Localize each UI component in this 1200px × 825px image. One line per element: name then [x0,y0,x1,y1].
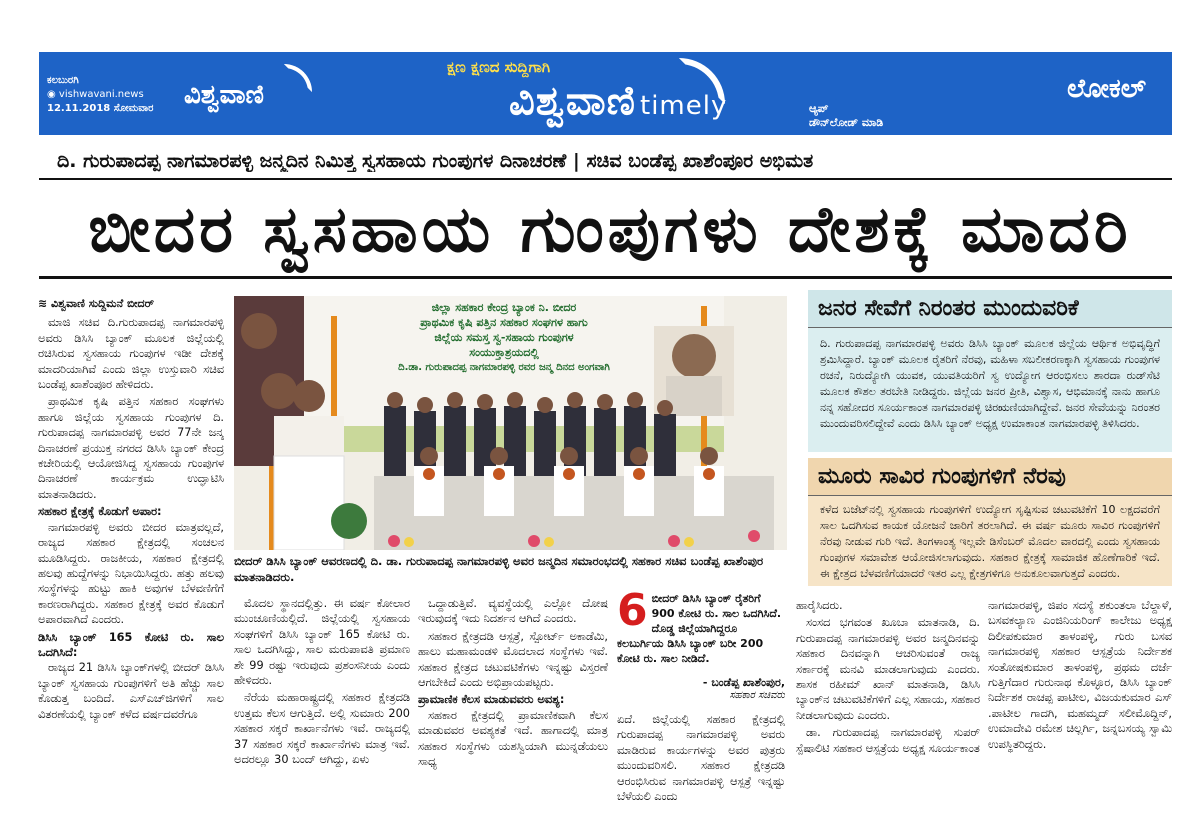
subheading: ಪ್ರಾಮಾಣಿಕ ಕೆಲಸ ಮಾಡುವವರು ಅವಶ್ಯ: [418,693,565,707]
headline: ಬೀದರ ಸ್ವಸಹಾಯ ಗುಂಪುಗಳು ದೇಶಕ್ಕೆ ಮಾದರಿ [88,192,1132,267]
paragraph: ನೆರೆಯ ಮಹಾರಾಷ್ಟ್ರದಲ್ಲಿ ಸಹಕಾರ ಕ್ಷೇತ್ರದಡಿ ಉತ್ತಮ ಕೆಲಸ ಆಗುತ್ತಿದೆ. ಅಲ್ಲಿ ಸುಮಾರು 200 ಸಹಕಾರ ಸಕ್ಕರೆ ಕಾರ್ಖಾನೆಗಳು ಇವೆ. ರಾಜ್ಯದಲ್ಲಿ 37 ಸಹಕಾರ ಸಕ್ಕರೆ ಕಾರ್ಖಾನೆಗಳು ಮಾತ್ರ ಇವೆ. ಅದರಲ್ಲೂ 30 ಬಂದ್ ಆಗಿದ್ದು, ಏಳು [234,691,410,767]
quote-text: ಬೀದರ್ ಡಿಸಿಸಿ ಬ್ಯಾಂಕ್ ರೈತರಿಗೆ 900 ಕೋಟಿ ರು. ಸಾಲ ಒದಗಿಸಿದೆ. ದೊಡ್ಡ ಜಿಲ್ಲೆಯಾಗಿದ್ದರೂ ಕಲಬುರ್ಗಿಯ ಡಿಸಿಸಿ ಬ್ಯಾಂಕ್ ಬರೀ 200 ಕೋಟಿ ರು. ಸಾಲ ನೀಡಿದೆ. [617,592,782,665]
sidebar-box-groups [808,458,1172,586]
globe-icon: ◉ [47,89,59,100]
masthead-edition-info [47,74,153,116]
paragraph: ರಾಜ್ಯದ 21 ಡಿಸಿಸಿ ಬ್ಯಾಂಕ್‌ಗಳಲ್ಲಿ ಬೀದರ್ ಡಿಸಿಸಿ ಬ್ಯಾಂಕ್ ಸ್ವಸಹಾಯ ಗುಂಪುಗಳಿಗೆ ಅತಿ ಹೆಚ್ಚು ಸಾಲ ಕೊಡುತ್ತ ಬಂದಿದೆ. ಎಸ್‌ಎಚ್‌ಜಿಗಳಿಗೆ ಸಾಲ ವಿತರಣೆಯಲ್ಲಿ ಬ್ಯಾಂಕ್ ಕಳೆದ ವರ್ಷದವರೆಗೂ [38,661,224,721]
masthead [39,52,1172,135]
article-column-6 [988,598,1172,818]
article-column-1 [38,296,224,816]
paragraph: ಪ್ರಾಥಮಿಕ ಕೃಷಿ ಪತ್ತಿನ ಸಹಕಾರ ಸಂಘಗಳು ಹಾಗೂ ಜಿಲ್ಲೆಯ ಸ್ವಸಹಾಯ ಗುಂಪುಗಳ ದಿ. ಗುರುಪಾದಪ್ಪ ನಾಗಮಾರಪಳ್ಳಿ ಅವರ 77ನೇ ಜನ್ಮ ದಿನಾಚರಣೆ ಪ್ರಯುಕ್ತ ನಗರದ ಡಿಸಿಸಿ ಬ್ಯಾಂಕ್ ಕೇಂದ್ರ ಕಚೇರಿಯಲ್ಲಿ ಆಯೋಜಿಸಿದ್ದ ಸ್ವಸಹಾಯ ಗುಂಪುಗಳ ದಿನಾಚರಣೆ ಕಾರ್ಯಕ್ರಮ ಉದ್ಘಾಟಿಸಿ ಮಾತನಾಡಿದರು. [38,395,224,501]
paragraph: ಸಹಕಾರ ಕ್ಷೇತ್ರದಡಿ ಆಸ್ಪತ್ರೆ, ಸ್ಪೋರ್ಟ್ ಅಕಾಡೆಮಿ, ಹಾಲು ಮಹಾಮಂಡಳಿ ಮೊದಲಾದ ಸಂಸ್ಥೆಗಳು ಇವೆ. ಸಹಕಾರ ಕ್ಷೇತ್ರದ ಚಟುವಟಿಕೆಗಳು ಇನ್ನಷ್ಟು ವಿಸ್ತರಣೆ ಆಗಬೇಕಿದೆ ಎಂದು ಅಭಿಪ್ರಾಯಪಟ್ಟರು. [418,629,608,690]
subheading: ಡಿಸಿಸಿ ಬ್ಯಾಂಕ್ 165 ಕೋಟಿ ರು. ಸಾಲ ಒದಗಿಸಿದೆ: [38,630,224,659]
paragraph: ಹಾರೈಸಿದರು. [796,599,843,612]
sidebar-box-service [808,290,1172,452]
byline-text: ವಿಶ್ವವಾಣಿ ಸುದ್ದಿಮನೆ ಬೀದರ್ [51,297,155,310]
photo-caption: ಬೀದರ್ ಡಿಸಿಸಿ ಬ್ಯಾಂಕ್ ಆವರಣದಲ್ಲಿ ದಿ. ಡಾ. ಗುರುಪಾದಪ್ಪ ನಾಗಮಾರಪಳ್ಳಿ ಅವರ ಜನ್ಮದಿನ ಸಮಾರಂಭದಲ್ಲಿ ಸಹಕಾರ ಸಚಿವ ಬಂಡೆಪ್ಪ ಖಾಶೆಂಪುರ ಮಾತನಾಡಿದರು. [234,554,764,584]
photo-banner-line: ಜಿಲ್ಲೆಯ ಸಮಸ್ತ ಸ್ವ-ಸಹಾಯ ಗುಂಪುಗಳ [434,331,574,344]
article-column-5 [796,598,980,818]
article-column-3 [418,596,608,816]
event-photo [234,296,787,550]
quote-role: ಸಹಕಾರ ಸಚಿವರು [729,690,785,701]
brand-logo-small: ವಿಶ್ವವಾಣಿ [184,80,264,110]
section-label: ಲೋಕಲ್ [1067,74,1146,104]
subheading: ಸಹಕಾರ ಕ್ಷೇತ್ರಕ್ಕೆ ಕೊಡುಗೆ ಅಪಾರ: [38,505,162,519]
quote-number: 6 [617,591,648,636]
article-column-2 [234,596,410,816]
photo-banner-line: ಸಂಯುಕ್ತಾಶ್ರಯದಲ್ಲಿ [469,346,539,359]
site-url-text: vishwavani.news [58,89,144,100]
article-column-4 [617,712,785,817]
app-promo-line-1: ಆ್ಯಪ್ [809,102,829,115]
paragraph: ಸಂಸದ ಭಗವಂತ ಖೂಬಾ ಮಾತನಾಡಿ, ದಿ. ಗುರುಪಾದಪ್ಪ ನಾಗಮಾರಪಳ್ಳಿ ಅವರ ಜನ್ಮದಿನವನ್ನು ಸಹಕಾರ ದಿನವನ್ನಾಗಿ ಆಚರಿಸುವಂತೆ ರಾಜ್ಯ ಸರ್ಕಾರಕ್ಕೆ ಮನವಿ ಮಾಡಲಾಗುವುದು ಎಂದರು. ಶಾಸಕ ರಹೀಮ್ ಖಾನ್ ಮಾತನಾಡಿ, ಡಿಸಿಸಿ ಬ್ಯಾಂಕ್‌ನ ಚಟುವಟಿಕೆಗಳಿಗೆ ಎಲ್ಲ ಸಹಾಯ, ಸಹಕಾರ ನೀಡಲಾಗುವುದು ಎಂದರು. [796,616,980,722]
paragraph: ಸಹಕಾರ ಕ್ಷೇತ್ರದಲ್ಲಿ ಪ್ರಾಮಾಣಿಕವಾಗಿ ಕೆಲಸ ಮಾಡುವವರ ಅವಶ್ಯಕತೆ ಇದೆ. ಹಾಗಾದಲ್ಲಿ ಮಾತ್ರ ಸಹಕಾರ ಸಂಸ್ಥೆಗಳು ಯಶಸ್ವಿಯಾಗಿ ಮುನ್ನಡೆಯಲು ಸಾಧ್ಯ [418,708,608,769]
paragraph: ನಾಗಮಾರಪಳ್ಳಿ ಅವರು ಬೀದರ ಮಾತ್ರವಲ್ಲದೆ, ರಾಜ್ಯದ ಸಹಕಾರ ಕ್ಷೇತ್ರದಲ್ಲಿ ಸಂಚಲನ ಮೂಡಿಸಿದ್ದರು. ರಾಜಕೀಯ, ಸಹಕಾರ ಕ್ಷೇತ್ರದಲ್ಲಿ ಹಲವು ಹುದ್ದೆಗಳನ್ನು ನಿಭಾಯಿಸಿದ್ದರು. ಹತ್ತು ಹಲವು ಸಂಸ್ಥೆಗಳನ್ನು ಹುಟ್ಟು ಹಾಕಿ ಅವುಗಳ ಬೆಳವಣಿಗೆಗೆ ಕಾರಣರಾಗಿದ್ದರು. ಸಹಕಾರ ಕ್ಷೇತ್ರಕ್ಕೆ ಅವರ ಕೊಡುಗೆ ಅಪಾರವಾಗಿದೆ ಎಂದರು. [38,520,224,627]
paragraph: ಡಾ. ಗುರುಪಾದಪ್ಪ ನಾಗಮಾರಪಳ್ಳಿ ಸುಪರ್ ಸ್ಪೆಷಾಲಿಟಿ ಸಹಕಾರ ಆಸ್ಪತ್ರೆಯ ಅಧ್ಯಕ್ಷ ಸೂರ್ಯಕಾಂತ [796,726,980,755]
divider [39,178,1172,180]
brand-logo-text: ವಿಶ್ವವಾಣಿ [509,78,636,124]
paragraph: ಮೊದಲ ಸ್ಥಾನದಲ್ಲಿತ್ತು. ಈ ವರ್ಷ ಕೋಲಾರ ಮುಂಚೂಣಿಯಲ್ಲಿದೆ. ಜಿಲ್ಲೆಯಲ್ಲಿ ಸ್ವಸಹಾಯ ಸಂಘಗಳಿಗೆ ಡಿಸಿಸಿ ಬ್ಯಾಂಕ್ 165 ಕೋಟಿ ರು. ಸಾಲ ಒದಗಿಸಿದ್ದು, ಸಾಲ ಮರುಪಾವತಿ ಪ್ರಮಾಣ ಶೇ 99 ರಷ್ಟು ಇರುವುದು ಪ್ರಶಂಸನೀಯ ಎಂದು ಹೇಳಿದರು. [234,597,410,688]
pull-quote [617,591,785,703]
box-body: ಕಳೆದ ಬಜೆಟ್‌ನಲ್ಲಿ ಸ್ವಸಹಾಯ ಗುಂಪುಗಳಿಗೆ ಉದ್ಯೋಗ ಸೃಷ್ಟಿಸುವ ಚಟುವಟಿಕೆಗೆ 10 ಲಕ್ಷದವರೆಗೆ ಸಾಲ ಒದಗಿಸುವ ಕಾಯಕ ಯೋಜನೆ ಜಾರಿಗೆ ತರಲಾಗಿದೆ. ಈ ವರ್ಷ ಮೂರು ಸಾವಿರ ಗುಂಪುಗಳಿಗೆ ನೆರವು ನೀಡುವ ಗುರಿ ಇದೆ. ತಿಂಗಳಾಂತ್ಯ ಇಲ್ಲವೇ ಡಿಸೆಂಬರ್ ಮೊದಲ ವಾರದಲ್ಲಿ ಎಂದು ಸ್ವಸಹಾಯ ಗುಂಪುಗಳ ಸಮಾವೇಶ ಆಯೋಜಿಸಲಾಗುವುದು. ಸಹಕಾರ ಕ್ಷೇತ್ರಕ್ಕೆ ಸಾಮಾಜಿಕ ಹೊಣೆಗಾರಿಕೆ ಇದೆ. ಈ ಕ್ಷೇತ್ರದ ಬೆಳವಣಿಗೆಯಾದರೆ ಇತರ ಎಲ್ಲ ಕ್ಷೇತ್ರಗಳಿಗೂ ಅನುಕೂಲವಾಗುತ್ತದೆ ಎಂದರು. [820,503,1160,580]
signal-wave-icon [284,64,312,92]
box-title: ಜನರ ಸೇವೆಗೆ ನಿರಂತರ ಮುಂದುವರಿಕೆ [808,290,1172,328]
paragraph: ಏದೆ. ಜಿಲ್ಲೆಯಲ್ಲಿ ಸಹಕಾರ ಕ್ಷೇತ್ರದಲ್ಲಿ ಗುರುಪಾದಪ್ಪ ನಾಗಮಾರಪಳ್ಳಿ ಅವರು ಮಾಡಿರುವ ಕಾರ್ಯಗಳನ್ನು ಅವರ ಪುತ್ರರು ಮುಂದುವರಿಸಲಿ. ಸಹಕಾರ ಕ್ಷೇತ್ರದಡಿ ಆರಂಭಿಸಿರುವ ನಾಗಮಾರಪಳ್ಳಿ ಆಸ್ಪತ್ರೆ ಇನ್ನಷ್ಟು ಬೆಳೆಯಲಿ ಎಂದು [617,713,785,804]
brand-logo [509,78,727,124]
wifi-icon: ≋ [38,297,52,310]
quote-author: - ಬಂಡೆಪ್ಪ ಖಾಶೆಂಪುರ, [702,676,785,689]
photo-banner-line: ಪ್ರಾಥಮಿಕ ಕೃಷಿ ಪತ್ತಿನ ಸಹಕಾರ ಸಂಘಗಳ ಹಾಗು [420,316,588,329]
edition-date: 12.11.2018 ಸೋಮವಾರ [47,103,154,114]
kicker: ದಿ. ಗುರುಪಾದಪ್ಪ ನಾಗಮಾರಪಳ್ಳಿ ಜನ್ಮದಿನ ನಿಮಿತ್ತ ಸ್ವಸಹಾಯ ಗುಂಪುಗಳ ದಿನಾಚರಣೆ | ಸಚಿವ ಬಂಡೆಪ್ಪ ಖಾಶೆಂಪೂರ ಅಭಿಮತ [57,150,814,172]
edition-city: ಕಲಬುರಗಿ [47,75,79,86]
box-body: ದಿ. ಗುರುಪಾದಪ್ಪ ನಾಗಮಾರಪಳ್ಳಿ ಅವರು ಡಿಸಿಸಿ ಬ್ಯಾಂಕ್ ಮೂಲಕ ಜಿಲ್ಲೆಯ ಆರ್ಥಿಕ ಅಭಿವೃದ್ಧಿಗೆ ಶ್ರಮಿಸಿದ್ದಾರೆ. ಬ್ಯಾಂಕ್ ಮೂಲಕ ರೈತರಿಗೆ ನೆರವು, ಮಹಿಳಾ ಸಬಲೀಕರಣಕ್ಕಾಗಿ ಸ್ವಸಹಾಯ ಗುಂಪುಗಳ ರಚನೆ, ನಿರುದ್ಯೋಗಿ ಯುವಕ, ಯುವತಿಯರಿಗೆ ಸ್ವ ಉದ್ಯೋಗ ಆರಂಭಿಸಲು ಶಾರದಾ ರುಡ್‌ಸೆಟಿ ಮೂಲಕ ಕೌಶಲ ತರಬೇತಿ ನೀಡಿದ್ದರು. ಜಿಲ್ಲೆಯ ಜನರ ಪ್ರೀತಿ, ವಿಶ್ವಾಸ, ಆಭಿಮಾನಕ್ಕೆ ನಾನು ಹಾಗೂ ನನ್ನ ಸಹೋದರ ಸೂರ್ಯಕಾಂತ ನಾಗಮಾರಪಳ್ಳಿ ಚಿರಋಣಿಯಾಗಿದ್ದೇವೆ. ಜನರ ಸೇವೆಯನ್ನು ನಿರಂತರ ಮುಂದುವರಿಸಲಿದ್ದೇವೆ ಎಂದು ಡಿಸಿಸಿ ಬ್ಯಾಂಕ್ ಅಧ್ಯಕ್ಷ ಉಮಾಕಾಂತ ನಾಗಮಾರಪಳ್ಳಿ ತಿಳಿಸಿದರು. [820,337,1160,430]
divider [39,276,1172,279]
photo-banner-line: ದಿ.ಡಾ. ಗುರುಪಾದಪ್ಪ ನಾಗಮಾರಪಳ್ಳಿ ರವರ ಜನ್ಮ ದಿನದ ಅಂಗವಾಗಿ [398,362,610,373]
byline [38,296,224,311]
tagline: ಕ್ಷಣ ಕ್ಷಣದ ಸುದ್ದಿಗಾಗಿ [447,58,551,76]
photo-banner-text [354,300,654,375]
paragraph: ಒದ್ದಾಡುತ್ತಿವೆ. ವ್ಯವಸ್ಥೆಯಲ್ಲಿ ಎಲ್ಲೋ ದೋಷ ಇರುವುದಕ್ಕೆ ಇದು ನಿದರ್ಶನ ಆಗಿದೆ ಎಂದರು. [418,597,608,626]
paragraph: ಮಾಜಿ ಸಚಿವ ದಿ.ಗುರುಪಾದಪ್ಪ ನಾಗಮಾರಪಳ್ಳಿ ಅವರು ಡಿಸಿಸಿ ಬ್ಯಾಂಕ್ ಮೂಲಕ ಜಿಲ್ಲೆಯಲ್ಲಿ ರಚಿಸಿರುವ ಸ್ವಸಹಾಯ ಗುಂಪುಗಳ ಇಡೀ ದೇಶಕ್ಕೆ ಮಾದರಿಯಾಗಿವೆ ಎಂದು ಜಿಲ್ಲಾ ಉಸ್ತುವಾರಿ ಸಚಿವ ಬಂಡೆಪ್ಪ ಖಾಶೆಂಪೂರ ಹೇಳಿದರು. [38,316,224,392]
app-download-promo[interactable] [809,102,883,130]
site-url[interactable] [47,88,153,102]
brand-logo-suffix: timely [640,91,728,121]
paragraph: ನಾಗಮಾರಪಳ್ಳಿ, ಜಿಪಂ ಸದಸ್ಯೆ ಶಕುಂತಲಾ ಬೆಲ್ದಾಳೆ, ಬಸವಕಲ್ಯಾಣ ಎಂಜಿನಿಯರಿಂಗ್ ಕಾಲೇಜು ಅಧ್ಯಕ್ಷ ದಿಲೀಪಕುಮಾರ ತಾಳಂಪಳ್ಳಿ, ಗುರು ಬಸವ ನಾಗಮಾರಪಳ್ಳಿ ಸಹಕಾರ ಆಸ್ಪತ್ರೆಯ ನಿರ್ದೇಶಕ ಸಂತೋಷಕುಮಾರ ತಾಳಂಪಳ್ಳಿ, ಪ್ರಥಮ ದರ್ಜೆ ಗುತ್ತಿಗೆದಾರ ಗುರುನಾಥ ಕೊಳ್ಳೂರ, ಡಿಸಿಸಿ ಬ್ಯಾಂಕ್ ನಿರ್ದೇಶಕ ರಾಚಪ್ಪ ಪಾಟೀಲ, ವಿಜಯಕುಮಾರ ಎಸ್ .ಪಾಟೀಲ ಗಾದಗಿ, ಮಹಮ್ಮದ್ ಸಲೀಮೊದ್ದಿನ್, ಉಮಾದೇವಿ ರಮೇಶ ಚಿಲ್ಲರ್ಗಿ, ಜನ್ನಬಸಯ್ಯ ಸ್ವಾಮಿ ಉಪಸ್ಥಿತರಿದ್ದರು. [988,599,1172,751]
app-promo-line-2: ಡೌನ್‌ಲೋಡ್ ಮಾಡಿ [809,116,884,129]
box-title: ಮೂರು ಸಾವಿರ ಗುಂಪುಗಳಿಗೆ ನೆರವು [808,458,1172,496]
photo-banner-line: ಜಿಲ್ಲಾ ಸಹಕಾರ ಕೇಂದ್ರ ಬ್ಯಾಂಕ ನಿ. ಬೀದರ [431,301,577,314]
